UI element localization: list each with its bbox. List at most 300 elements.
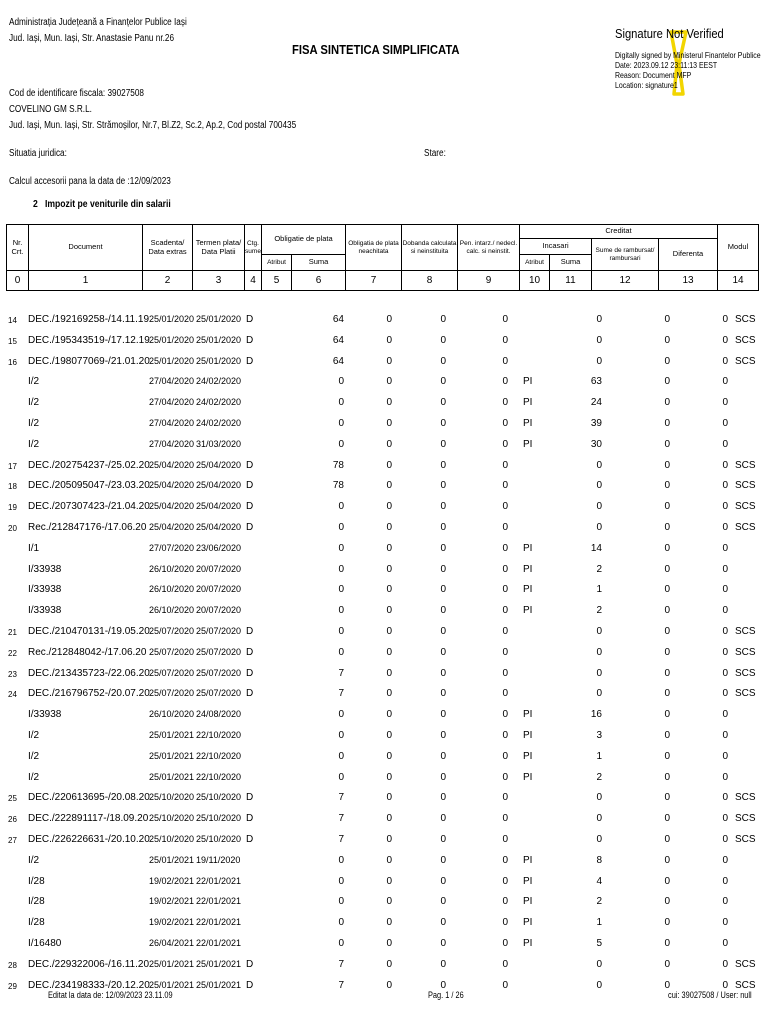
row-amount: 7 bbox=[338, 958, 344, 970]
row-number: 23 bbox=[8, 669, 17, 679]
row-due-date: 27/07/2020 bbox=[149, 542, 195, 553]
table-row bbox=[6, 309, 758, 330]
col-number: 10 bbox=[520, 271, 550, 291]
row-penalty: 0 bbox=[502, 438, 508, 450]
row-interest: 0 bbox=[440, 979, 446, 991]
row-receipt-amount: 0 bbox=[596, 334, 602, 346]
table-row bbox=[6, 683, 758, 704]
row-due-date: 25/01/2020 bbox=[149, 314, 195, 324]
table-row bbox=[6, 517, 758, 538]
row-amount: 0 bbox=[338, 896, 344, 908]
row-due-date: 25/07/2020 bbox=[149, 688, 195, 699]
col-number: 2 bbox=[143, 271, 193, 291]
row-module: SCS bbox=[735, 314, 756, 325]
row-difference: 0 bbox=[722, 501, 728, 513]
table-row bbox=[6, 891, 758, 912]
row-receipt-amount: 0 bbox=[596, 792, 602, 804]
row-document: DEC./229322006-/16.11.20 bbox=[28, 958, 150, 970]
row-payment-date: 25/04/2020 bbox=[196, 480, 242, 491]
row-unpaid: 0 bbox=[386, 979, 392, 991]
row-attribute: D bbox=[246, 958, 254, 970]
row-difference: 0 bbox=[722, 771, 728, 783]
row-refund: 0 bbox=[664, 417, 670, 429]
col-number: 7 bbox=[346, 271, 402, 291]
row-penalty: 0 bbox=[502, 459, 508, 471]
row-document: DEC./234198333-/20.12.20 bbox=[28, 979, 150, 991]
row-receipt-attribute: PI bbox=[523, 896, 533, 908]
row-number: 27 bbox=[8, 835, 17, 845]
col-scadenta: Scadenta/ Data extras bbox=[143, 225, 193, 271]
row-amount: 0 bbox=[338, 625, 344, 637]
row-amount: 0 bbox=[338, 501, 344, 513]
row-number: 22 bbox=[8, 648, 17, 658]
row-penalty: 0 bbox=[502, 896, 508, 908]
row-due-date: 25/10/2020 bbox=[149, 813, 195, 824]
row-unpaid: 0 bbox=[386, 355, 392, 367]
row-amount: 0 bbox=[338, 397, 344, 409]
row-interest: 0 bbox=[440, 750, 446, 762]
row-refund: 0 bbox=[664, 314, 670, 325]
row-payment-date: 25/01/2021 bbox=[196, 979, 242, 990]
col-termen: Termen plata/ Data Platii bbox=[193, 225, 245, 271]
row-amount: 7 bbox=[338, 833, 344, 845]
row-receipt-attribute: PI bbox=[523, 917, 533, 929]
footer-user: cui: 39027508 / User: null bbox=[668, 990, 752, 1000]
row-refund: 0 bbox=[664, 646, 670, 658]
row-difference: 0 bbox=[722, 521, 728, 533]
row-receipt-amount: 30 bbox=[590, 438, 602, 450]
col-number: 8 bbox=[402, 271, 458, 291]
row-receipt-amount: 0 bbox=[596, 813, 602, 825]
row-difference: 0 bbox=[722, 958, 728, 970]
row-payment-date: 22/10/2020 bbox=[196, 729, 242, 740]
row-amount: 0 bbox=[338, 438, 344, 450]
row-receipt-attribute: PI bbox=[523, 542, 533, 554]
row-unpaid: 0 bbox=[386, 917, 392, 929]
col-atribut: Atribut bbox=[262, 255, 292, 271]
row-penalty: 0 bbox=[502, 397, 508, 409]
row-amount: 7 bbox=[338, 667, 344, 679]
row-amount: 0 bbox=[338, 854, 344, 866]
row-payment-date: 20/07/2020 bbox=[196, 584, 242, 595]
row-receipt-amount: 0 bbox=[596, 979, 602, 991]
row-payment-date: 25/01/2020 bbox=[196, 334, 242, 345]
row-penalty: 0 bbox=[502, 917, 508, 929]
row-payment-date: 25/04/2020 bbox=[196, 521, 242, 532]
col-modul: Modul bbox=[718, 225, 759, 271]
row-penalty: 0 bbox=[502, 376, 508, 388]
row-document: Rec./212848042-/17.06.20 bbox=[28, 646, 147, 658]
row-receipt-amount: 2 bbox=[596, 771, 602, 783]
row-payment-date: 23/06/2020 bbox=[196, 542, 242, 553]
row-document: I/2 bbox=[28, 438, 40, 450]
row-penalty: 0 bbox=[502, 334, 508, 346]
col-number: 12 bbox=[592, 271, 659, 291]
row-difference: 0 bbox=[722, 729, 728, 741]
row-interest: 0 bbox=[440, 334, 446, 346]
table-row bbox=[6, 579, 758, 600]
col-number: 5 bbox=[262, 271, 292, 291]
row-receipt-amount: 4 bbox=[596, 875, 602, 887]
row-receipt-amount: 0 bbox=[596, 314, 602, 325]
row-payment-date: 22/01/2021 bbox=[196, 875, 242, 886]
col-number: 1 bbox=[29, 271, 143, 291]
row-penalty: 0 bbox=[502, 771, 508, 783]
row-amount: 64 bbox=[332, 355, 344, 367]
row-unpaid: 0 bbox=[386, 875, 392, 887]
table-row bbox=[6, 912, 758, 933]
row-refund: 0 bbox=[664, 625, 670, 637]
row-due-date: 26/10/2020 bbox=[149, 709, 195, 720]
table-row bbox=[6, 475, 758, 496]
ledger-table-header bbox=[6, 224, 759, 291]
row-difference: 0 bbox=[722, 355, 728, 367]
row-due-date: 25/04/2020 bbox=[149, 459, 195, 470]
row-interest: 0 bbox=[440, 813, 446, 825]
row-due-date: 19/02/2021 bbox=[149, 917, 195, 928]
row-refund: 0 bbox=[664, 979, 670, 991]
table-row bbox=[6, 351, 758, 372]
row-difference: 0 bbox=[722, 979, 728, 991]
row-number: 18 bbox=[8, 482, 17, 492]
row-difference: 0 bbox=[722, 688, 728, 700]
row-penalty: 0 bbox=[502, 958, 508, 970]
row-payment-date: 25/07/2020 bbox=[196, 667, 242, 678]
row-payment-date: 20/07/2020 bbox=[196, 605, 242, 616]
table-row bbox=[6, 642, 758, 663]
row-receipt-amount: 0 bbox=[596, 480, 602, 492]
row-penalty: 0 bbox=[502, 833, 508, 845]
row-receipt-amount: 0 bbox=[596, 521, 602, 533]
row-refund: 0 bbox=[664, 584, 670, 596]
row-refund: 0 bbox=[664, 355, 670, 367]
row-number: 16 bbox=[8, 357, 17, 367]
row-unpaid: 0 bbox=[386, 584, 392, 596]
row-refund: 0 bbox=[664, 688, 670, 700]
row-amount: 0 bbox=[338, 376, 344, 388]
table-row bbox=[6, 455, 758, 476]
row-refund: 0 bbox=[664, 542, 670, 554]
row-document: I/33938 bbox=[28, 584, 62, 596]
row-due-date: 25/01/2021 bbox=[149, 854, 195, 865]
row-document: I/28 bbox=[28, 917, 45, 929]
row-penalty: 0 bbox=[502, 646, 508, 658]
signature-reason: Reason: Document MFP bbox=[615, 70, 692, 80]
row-payment-date: 31/03/2020 bbox=[196, 438, 242, 449]
row-due-date: 27/04/2020 bbox=[149, 417, 195, 428]
row-interest: 0 bbox=[440, 625, 446, 637]
row-receipt-attribute: PI bbox=[523, 397, 533, 409]
row-due-date: 25/01/2021 bbox=[149, 729, 195, 740]
col-number: 6 bbox=[292, 271, 346, 291]
row-penalty: 0 bbox=[502, 542, 508, 554]
row-payment-date: 25/10/2020 bbox=[196, 792, 242, 803]
col-suma: Suma bbox=[292, 255, 346, 271]
row-payment-date: 25/01/2021 bbox=[196, 958, 242, 969]
col-nr: Nr. Crt. bbox=[7, 225, 29, 271]
row-refund: 0 bbox=[664, 813, 670, 825]
row-attribute: D bbox=[246, 521, 254, 533]
row-attribute: D bbox=[246, 833, 254, 845]
table-row bbox=[6, 808, 758, 829]
row-receipt-amount: 14 bbox=[590, 542, 602, 554]
section-title: Impozit pe veniturile din salarii bbox=[44, 198, 171, 210]
row-document: I/28 bbox=[28, 896, 45, 908]
row-due-date: 19/02/2021 bbox=[149, 875, 195, 886]
row-refund: 0 bbox=[664, 917, 670, 929]
row-number: 21 bbox=[8, 627, 17, 637]
row-unpaid: 0 bbox=[386, 605, 392, 617]
row-due-date: 25/01/2021 bbox=[149, 771, 195, 782]
row-receipt-amount: 0 bbox=[596, 459, 602, 471]
row-penalty: 0 bbox=[502, 979, 508, 991]
row-document: I/1 bbox=[28, 542, 40, 554]
row-payment-date: 25/10/2020 bbox=[196, 813, 242, 824]
row-receipt-attribute: PI bbox=[523, 937, 533, 949]
row-document: I/2 bbox=[28, 771, 40, 783]
row-payment-date: 24/08/2020 bbox=[196, 709, 242, 720]
col-diferenta: Diferenta bbox=[659, 239, 718, 271]
row-interest: 0 bbox=[440, 937, 446, 949]
row-number: 14 bbox=[8, 316, 17, 325]
row-module: SCS bbox=[735, 833, 756, 845]
row-document: I/2 bbox=[28, 750, 40, 762]
row-unpaid: 0 bbox=[386, 833, 392, 845]
row-amount: 64 bbox=[332, 334, 344, 346]
footer-page-number: Pag. 1 / 26 bbox=[428, 990, 464, 1000]
row-interest: 0 bbox=[440, 521, 446, 533]
row-payment-date: 25/01/2020 bbox=[196, 355, 242, 366]
table-row bbox=[6, 871, 758, 892]
row-payment-date: 25/04/2020 bbox=[196, 459, 242, 470]
row-receipt-amount: 0 bbox=[596, 958, 602, 970]
row-unpaid: 0 bbox=[386, 771, 392, 783]
row-refund: 0 bbox=[664, 480, 670, 492]
table-row bbox=[6, 371, 758, 392]
table-row bbox=[6, 850, 758, 871]
row-unpaid: 0 bbox=[386, 958, 392, 970]
row-refund: 0 bbox=[664, 896, 670, 908]
row-number: 28 bbox=[8, 960, 17, 970]
row-refund: 0 bbox=[664, 334, 670, 346]
row-receipt-attribute: PI bbox=[523, 771, 533, 783]
row-unpaid: 0 bbox=[386, 688, 392, 700]
row-refund: 0 bbox=[664, 501, 670, 513]
row-penalty: 0 bbox=[502, 521, 508, 533]
company-name: COVELINO GM S.R.L. bbox=[9, 104, 92, 115]
row-due-date: 26/04/2021 bbox=[149, 937, 195, 948]
column-number-row bbox=[7, 271, 759, 291]
row-refund: 0 bbox=[664, 709, 670, 721]
row-due-date: 25/01/2020 bbox=[149, 355, 195, 366]
row-document: I/28 bbox=[28, 875, 45, 887]
row-receipt-attribute: PI bbox=[523, 376, 533, 388]
row-receipt-attribute: PI bbox=[523, 875, 533, 887]
row-attribute: D bbox=[246, 979, 254, 991]
row-unpaid: 0 bbox=[386, 646, 392, 658]
row-receipt-attribute: PI bbox=[523, 750, 533, 762]
table-row bbox=[6, 330, 758, 351]
row-interest: 0 bbox=[440, 314, 446, 325]
row-difference: 0 bbox=[722, 459, 728, 471]
row-receipt-amount: 2 bbox=[596, 605, 602, 617]
row-difference: 0 bbox=[722, 314, 728, 325]
row-module: SCS bbox=[735, 813, 756, 825]
org-name: Administrația Județeană a Finanțelor Publice Iași bbox=[9, 17, 187, 28]
row-unpaid: 0 bbox=[386, 792, 392, 804]
row-refund: 0 bbox=[664, 875, 670, 887]
row-interest: 0 bbox=[440, 833, 446, 845]
row-document: DEC./222891117-/18.09.20 bbox=[28, 813, 149, 825]
table-row bbox=[6, 559, 758, 580]
row-document: I/16480 bbox=[28, 937, 62, 949]
row-due-date: 26/10/2020 bbox=[149, 584, 195, 595]
col-number: 3 bbox=[193, 271, 245, 291]
row-receipt-amount: 63 bbox=[590, 376, 602, 388]
row-due-date: 25/10/2020 bbox=[149, 792, 195, 803]
row-difference: 0 bbox=[722, 792, 728, 804]
row-due-date: 25/04/2020 bbox=[149, 480, 195, 491]
row-attribute: D bbox=[246, 480, 254, 492]
row-number: 25 bbox=[8, 794, 17, 804]
row-document: DEC./202754237-/25.02.20 bbox=[28, 459, 150, 471]
row-receipt-attribute: PI bbox=[523, 605, 533, 617]
row-due-date: 25/01/2021 bbox=[149, 979, 195, 990]
row-number: 29 bbox=[8, 981, 17, 991]
col-document: Document bbox=[29, 225, 143, 271]
row-amount: 0 bbox=[338, 750, 344, 762]
row-receipt-amount: 5 bbox=[596, 937, 602, 949]
row-unpaid: 0 bbox=[386, 501, 392, 513]
row-receipt-attribute: PI bbox=[523, 417, 533, 429]
row-due-date: 25/07/2020 bbox=[149, 625, 195, 636]
row-payment-date: 25/04/2020 bbox=[196, 501, 242, 512]
row-interest: 0 bbox=[440, 667, 446, 679]
row-amount: 0 bbox=[338, 521, 344, 533]
row-penalty: 0 bbox=[502, 417, 508, 429]
signature-location: Location: signature1 bbox=[615, 80, 678, 90]
row-amount: 64 bbox=[332, 314, 344, 325]
row-difference: 0 bbox=[722, 480, 728, 492]
row-document: DEC./205095047-/23.03.20 bbox=[28, 480, 150, 492]
row-interest: 0 bbox=[440, 563, 446, 575]
row-document: DEC./210470131-/19.05.20 bbox=[28, 625, 150, 637]
row-payment-date: 25/10/2020 bbox=[196, 833, 242, 844]
table-row bbox=[6, 704, 758, 725]
col-number: 4 bbox=[245, 271, 262, 291]
row-difference: 0 bbox=[722, 376, 728, 388]
fiscal-code: Cod de identificare fiscala: 39027508 bbox=[9, 88, 144, 99]
row-due-date: 25/01/2021 bbox=[149, 958, 195, 969]
col-neachitata: Obligatia de plata neachitata bbox=[346, 225, 402, 271]
row-difference: 0 bbox=[722, 875, 728, 887]
row-difference: 0 bbox=[722, 417, 728, 429]
table-row bbox=[6, 954, 758, 975]
col-incasari-suma: Suma bbox=[550, 255, 592, 271]
row-attribute: D bbox=[246, 625, 254, 637]
row-attribute: D bbox=[246, 355, 254, 367]
row-interest: 0 bbox=[440, 417, 446, 429]
col-incasari-atribut: Atribut bbox=[520, 255, 550, 271]
row-difference: 0 bbox=[722, 813, 728, 825]
row-receipt-amount: 1 bbox=[596, 917, 602, 929]
row-difference: 0 bbox=[722, 833, 728, 845]
row-payment-date: 20/07/2020 bbox=[196, 563, 242, 574]
calc-date: Calcul accesorii pana la data de :12/09/2023 bbox=[9, 176, 171, 187]
col-number: 14 bbox=[718, 271, 759, 291]
row-attribute: D bbox=[246, 459, 254, 471]
table-row bbox=[6, 496, 758, 517]
row-receipt-amount: 0 bbox=[596, 625, 602, 637]
row-payment-date: 24/02/2020 bbox=[196, 397, 242, 408]
row-unpaid: 0 bbox=[386, 521, 392, 533]
row-module: SCS bbox=[735, 459, 756, 471]
row-penalty: 0 bbox=[502, 501, 508, 513]
row-unpaid: 0 bbox=[386, 334, 392, 346]
table-row bbox=[6, 725, 758, 746]
row-penalty: 0 bbox=[502, 875, 508, 887]
row-unpaid: 0 bbox=[386, 480, 392, 492]
table-row bbox=[6, 663, 758, 684]
col-number: 11 bbox=[550, 271, 592, 291]
row-payment-date: 22/01/2021 bbox=[196, 896, 242, 907]
row-receipt-attribute: PI bbox=[523, 854, 533, 866]
company-address: Jud. Iași, Mun. Iași, Str. Strămoșilor, Nr.7, Bl.Z2, Sc.2, Ap.2, Cod postal 700435 bbox=[9, 120, 297, 131]
row-payment-date: 24/02/2020 bbox=[196, 376, 242, 387]
col-number: 0 bbox=[7, 271, 29, 291]
row-interest: 0 bbox=[440, 917, 446, 929]
row-document: I/33938 bbox=[28, 605, 62, 617]
row-interest: 0 bbox=[440, 397, 446, 409]
row-receipt-amount: 8 bbox=[596, 854, 602, 866]
row-penalty: 0 bbox=[502, 563, 508, 575]
row-penalty: 0 bbox=[502, 314, 508, 325]
row-refund: 0 bbox=[664, 521, 670, 533]
row-interest: 0 bbox=[440, 646, 446, 658]
row-document: I/2 bbox=[28, 417, 40, 429]
row-unpaid: 0 bbox=[386, 937, 392, 949]
section-number: 2 bbox=[33, 198, 38, 210]
row-due-date: 25/01/2020 bbox=[149, 334, 195, 345]
row-unpaid: 0 bbox=[386, 709, 392, 721]
col-number: 9 bbox=[458, 271, 520, 291]
row-difference: 0 bbox=[722, 563, 728, 575]
row-refund: 0 bbox=[664, 750, 670, 762]
row-receipt-amount: 1 bbox=[596, 750, 602, 762]
row-difference: 0 bbox=[722, 646, 728, 658]
row-unpaid: 0 bbox=[386, 750, 392, 762]
row-receipt-amount: 0 bbox=[596, 355, 602, 367]
row-payment-date: 25/07/2020 bbox=[196, 625, 242, 636]
row-document: DEC./213435723-/22.06.20 bbox=[28, 667, 150, 679]
row-module: SCS bbox=[735, 355, 756, 367]
row-document: DEC./192169258-/14.11.19 bbox=[28, 314, 150, 325]
row-document: Rec./212847176-/17.06.20 bbox=[28, 521, 147, 533]
row-due-date: 19/02/2021 bbox=[149, 896, 195, 907]
signature-signed-by: Digitally signed by Ministerul Finantelor Publice bbox=[615, 50, 761, 60]
row-module: SCS bbox=[735, 334, 756, 346]
row-number: 24 bbox=[8, 690, 17, 700]
row-document: DEC./220613695-/20.08.20 bbox=[28, 792, 150, 804]
table-row bbox=[6, 600, 758, 621]
row-module: SCS bbox=[735, 646, 756, 658]
row-unpaid: 0 bbox=[386, 417, 392, 429]
row-due-date: 25/04/2020 bbox=[149, 521, 195, 532]
row-penalty: 0 bbox=[502, 813, 508, 825]
row-amount: 7 bbox=[338, 979, 344, 991]
col-creditat: Creditat bbox=[520, 225, 718, 239]
row-module: SCS bbox=[735, 480, 756, 492]
